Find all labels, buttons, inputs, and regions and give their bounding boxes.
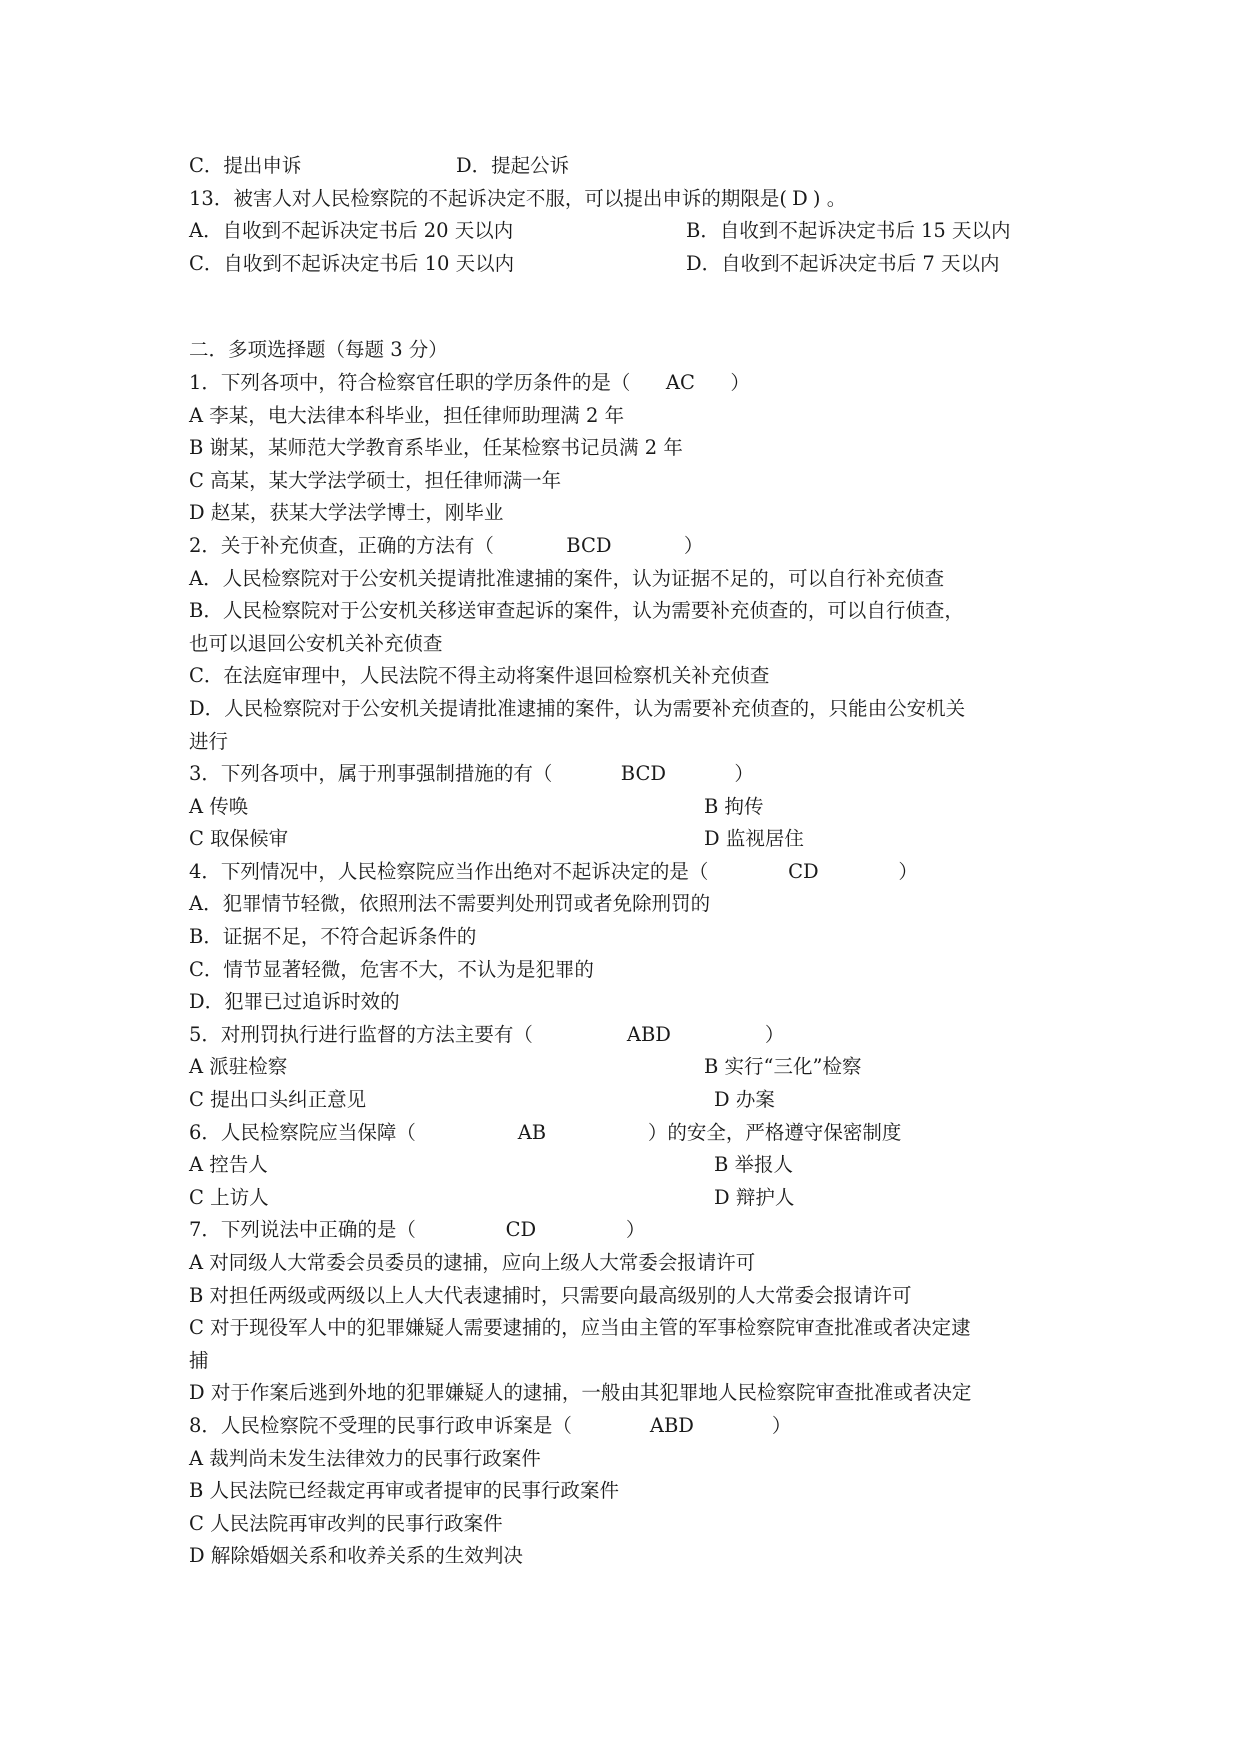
question-3-stem: 3．下列各项中，属于刑事强制措施的有（ BCD ） (189, 758, 1069, 791)
question-2-option-a: A．人民检察院对于公安机关提请批准逮捕的案件，认为证据不足的，可以自行补充侦查 (189, 566, 945, 590)
question-4-option-a: A．犯罪情节轻微，依照刑法不需要判处刑罚或者免除刑罚的 (189, 892, 711, 916)
question-1-option-a: A 李某，电大法律本科毕业，担任律师助理满 2 年 (189, 403, 625, 427)
question-5-options-row-2 (189, 1084, 1069, 1117)
question-5-option-a: A 派驻检察 (189, 1055, 288, 1079)
question-2-option-d: D．人民检察院对于公安机关提请批准逮捕的案件，认为需要补充侦查的，只能由公安机关 (189, 696, 966, 720)
question-1-option-c: C 高某，某大学法学硕士，担任律师满一年 (189, 468, 562, 492)
q13-option-c: C．自收到不起诉决定书后 10 天以内 (189, 251, 515, 275)
question-7-option-c: C 对于现役军人中的犯罪嫌疑人需要逮捕的，应当由主管的军事检察院审查批准或者决定逮 (189, 1316, 971, 1340)
question-3-answer: BCD (620, 762, 667, 786)
question-6-option-d: D 辩护人 (714, 1185, 795, 1209)
q13-stem: 13．被害人对人民检察院的不起诉决定不服，可以提出申诉的期限是( D ) 。 (189, 183, 1069, 216)
question-2-option-c: C．在法庭审理中，人民法院不得主动将案件退回检察机关补充侦查 (189, 664, 770, 688)
question-3-option-c: C 取保候审 (189, 827, 289, 851)
question-1-answer: AC (665, 370, 695, 394)
question-6-option-a: A 控告人 (189, 1153, 268, 1177)
question-2-answer: BCD (566, 533, 612, 557)
q12-option-d: D．提起公诉 (456, 154, 570, 177)
question-1-stem: 1．下列各项中，符合检察官任职的学历条件的是（ AC ） (189, 367, 1069, 400)
question-3-options-row-2 (189, 823, 1069, 856)
question-6-options-row-1 (189, 1149, 1069, 1182)
question-7-option-b: B 对担任两级或两级以上人大代表逮捕时，只需要向最高级别的人大常委会报请许可 (189, 1283, 912, 1307)
question-3-option-b: B 拘传 (704, 794, 764, 818)
question-4-option-b: B．证据不足，不符合起诉条件的 (189, 925, 477, 949)
question-7-stem: 7．下列说法中正确的是（ CD ） (189, 1214, 1069, 1247)
question-3-options-row-1 (189, 791, 1069, 824)
question-5-stem: 5．对刑罚执行进行监督的方法主要有（ ABD ） (189, 1019, 1069, 1052)
question-5-options-row-1 (189, 1051, 1069, 1084)
question-2-option-d-continued: 进行 (189, 729, 229, 753)
q13-option-a: A．自收到不起诉决定书后 20 天以内 (189, 219, 514, 243)
q13-options-row-1 (189, 215, 1069, 248)
question-4-answer: CD (788, 859, 819, 883)
question-8-option-b: B 人民法院已经裁定再审或者提审的民事行政案件 (189, 1479, 620, 1503)
question-1-option-b: B 谢某，某师范大学教育系毕业，任某检察书记员满 2 年 (189, 436, 683, 460)
question-7-option-a: A 对同级人大常委会员委员的逮捕，应向上级人大常委会报请许可 (189, 1251, 756, 1274)
question-8-answer: ABD (649, 1413, 694, 1437)
question-6-answer: AB (517, 1120, 547, 1144)
q12-options-row (189, 150, 1069, 183)
question-8-option-a: A 裁判尚未发生法律效力的民事行政案件 (189, 1446, 541, 1470)
q13-answer: D (792, 186, 808, 210)
question-3-option-a: A 传唤 (189, 794, 249, 818)
question-2-option-b: B．人民检察院对于公安机关移送审查起诉的案件，认为需要补充侦查的，可以自行侦查， (189, 599, 964, 623)
question-6-stem: 6．人民检察院应当保障（ AB ）的安全，严格遵守保密制度 (189, 1117, 1069, 1150)
section-heading: 二．多项选择题（每题 3 分） (189, 338, 448, 362)
question-2-option-b-continued: 也可以退回公安机关补充侦查 (189, 631, 443, 655)
question-8-option-d: D 解除婚姻关系和收养关系的生效判决 (189, 1544, 523, 1568)
question-7-answer: CD (505, 1218, 537, 1242)
question-4-option-d: D．犯罪已过追诉时效的 (189, 990, 400, 1014)
question-7-option-d: D 对于作案后逃到外地的犯罪嫌疑人的逮捕，一般由其犯罪地人民检察院审查批准或者决定 (189, 1381, 972, 1405)
question-6-option-c: C 上访人 (189, 1185, 269, 1209)
question-5-answer: ABD (626, 1022, 671, 1046)
question-8-stem: 8．人民检察院不受理的民事行政申诉案是（ ABD ） (189, 1410, 1069, 1443)
question-1-option-d: D 赵某，获某大学法学博士，刚毕业 (189, 501, 504, 525)
q12-option-c: C．提出申诉 (189, 154, 302, 177)
question-4-option-c: C．情节显著轻微，危害不大，不认为是犯罪的 (189, 957, 594, 981)
q13-option-b: B．自收到不起诉决定书后 15 天以内 (686, 219, 1011, 243)
question-7-option-c-continued: 捕 (189, 1348, 209, 1372)
question-5-option-d: D 办案 (714, 1088, 775, 1112)
question-6-options-row-2 (189, 1182, 1069, 1215)
question-8-option-c: C 人民法院再审改判的民事行政案件 (189, 1511, 503, 1535)
q13-option-d: D．自收到不起诉决定书后 7 天以内 (686, 251, 1000, 275)
question-5-option-b: B 实行“三化”检察 (704, 1055, 862, 1079)
question-5-option-c: C 提出口头纠正意见 (189, 1088, 367, 1112)
question-2-stem: 2．关于补充侦查，正确的方法有（ BCD ） (189, 530, 1069, 563)
document-page (189, 150, 1069, 1573)
question-4-stem: 4．下列情况中，人民检察院应当作出绝对不起诉决定的是（ CD ） (189, 856, 1069, 889)
q13-options-row-2 (189, 248, 1069, 281)
question-6-option-b: B 举报人 (714, 1153, 794, 1177)
question-3-option-d: D 监视居住 (704, 827, 804, 851)
